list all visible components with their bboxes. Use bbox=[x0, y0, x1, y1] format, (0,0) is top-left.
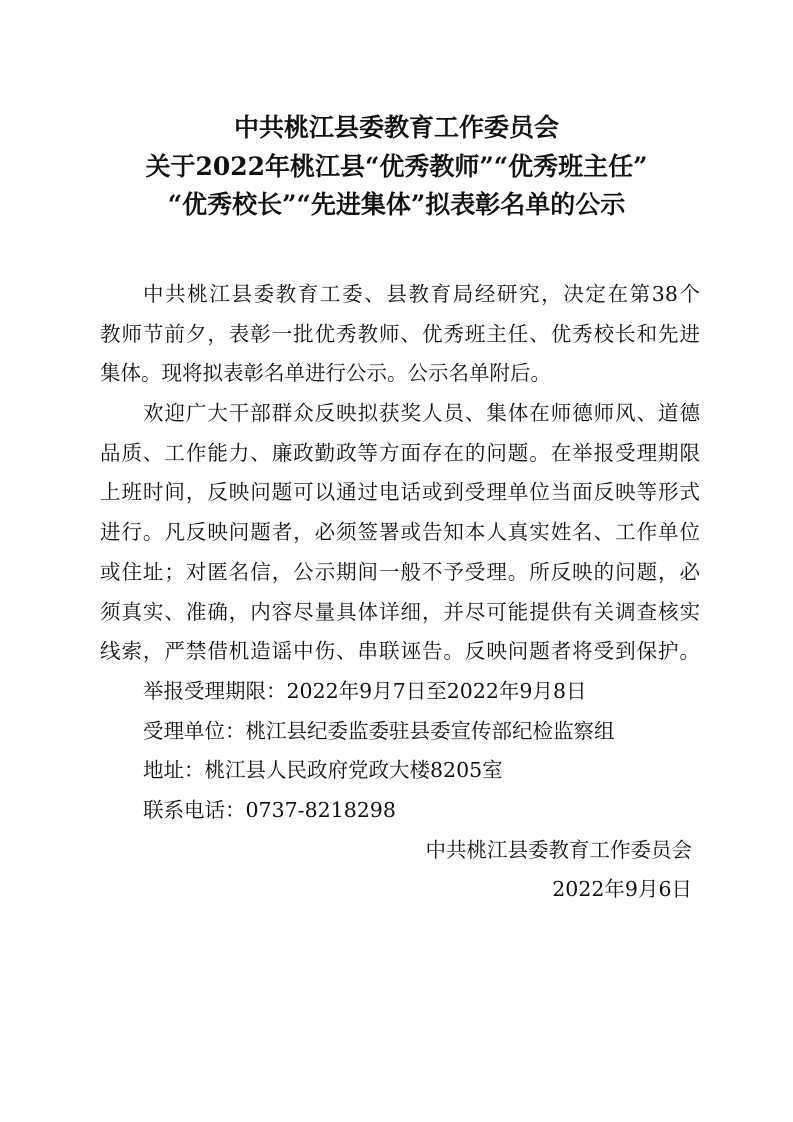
text-line: 进行。凡反映问题者，必须签署或告知本人真实姓名、工作单位 bbox=[100, 520, 700, 545]
text-line: 线索，严禁借机造谣中伤、串联诬告。反映问题者将受到保护。 bbox=[100, 639, 700, 664]
contact-phone: 联系电话：0737-8218298 bbox=[143, 797, 396, 822]
document-body bbox=[100, 275, 700, 910]
report-period: 举报受理期限：2022年9月7日至2022年9月8日 bbox=[143, 678, 587, 703]
title-line: 中共桃江县委教育工作委员会 bbox=[233, 113, 559, 142]
text-line: 上班时间，反映问题可以通过电话或到受理单位当面反映等形式 bbox=[100, 480, 700, 505]
text-line: 欢迎广大干部群众反映拟获奖人员、集体在师德师风、道德 bbox=[143, 401, 700, 426]
title-line: “优秀校长”“先进集体”拟表彰名单的公示 bbox=[167, 190, 626, 219]
signature-org: 中共桃江县委教育工作委员会 bbox=[425, 837, 692, 862]
paragraph-intro bbox=[100, 275, 700, 394]
text-line: 品质、工作能力、廉政勤政等方面存在的问题。在举报受理期限 bbox=[100, 440, 700, 465]
document-title bbox=[60, 109, 733, 225]
address: 地址：桃江县人民政府党政大楼8205室 bbox=[143, 758, 503, 783]
text-line: 须真实、准确，内容尽量具体详细，并尽可能提供有关调查核实 bbox=[100, 599, 700, 624]
text-line: 教师节前夕，表彰一批优秀教师、优秀班主任、优秀校长和先进 bbox=[100, 321, 700, 346]
handling-unit: 受理单位：桃江县纪委监委驻县委宣传部纪检监察组 bbox=[143, 718, 615, 743]
text-line: 集体。现将拟表彰名单进行公示。公示名单附后。 bbox=[100, 361, 551, 386]
paragraph-feedback bbox=[100, 394, 700, 672]
text-line: 或住址；对匿名信，公示期间一般不予受理。所反映的问题，必 bbox=[100, 559, 700, 584]
title-line: 关于2022年桃江县“优秀教师”“优秀班主任” bbox=[145, 151, 648, 181]
signature-date: 2022年9月6日 bbox=[552, 877, 692, 902]
text-line: 中共桃江县委教育工委、县教育局经研究，决定在第38个 bbox=[143, 282, 700, 306]
